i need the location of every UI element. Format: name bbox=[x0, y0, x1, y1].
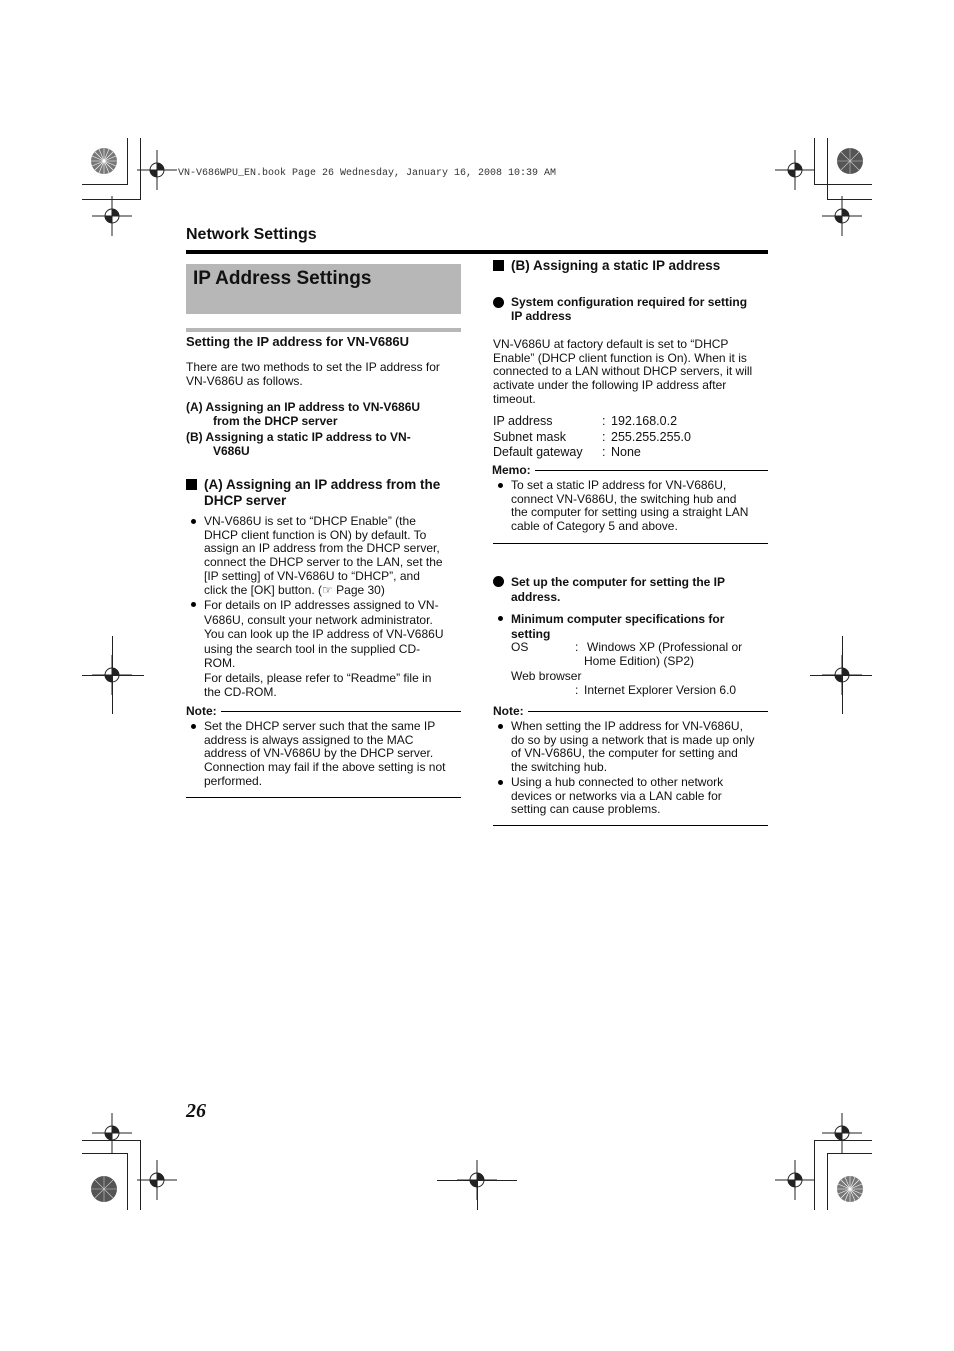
page-number: 26 bbox=[186, 1100, 206, 1122]
memo-label: Memo: bbox=[492, 463, 535, 477]
memo-static-ip: To set a static IP address for VN-V686U, connect VN-V686U, the switching hub and the computer for setting using a straight LAN cable of Category 5 and above. bbox=[511, 478, 749, 534]
crop-line bbox=[810, 675, 872, 676]
default-gateway-value: None bbox=[611, 445, 641, 459]
note-hub-warning: Using a hub connected to other network devices or networks via a LAN cable for setting can cause problems. bbox=[511, 775, 724, 817]
min-spec-heading: Minimum computer specifications for setting bbox=[511, 612, 725, 641]
default-gateway-key: Default gateway bbox=[493, 445, 583, 459]
bullet-icon bbox=[191, 519, 196, 524]
heading-a: (A) Assigning an IP address from the DHCP server bbox=[186, 477, 466, 509]
crosshair-icon bbox=[822, 196, 862, 236]
note-end-rule bbox=[186, 797, 461, 798]
bullet-icon bbox=[498, 780, 503, 785]
bullet-icon bbox=[498, 483, 503, 488]
crosshair-icon bbox=[137, 1160, 177, 1200]
circle-bullet-icon bbox=[493, 297, 504, 308]
crop-line bbox=[437, 1180, 517, 1181]
note-label: Note: bbox=[186, 704, 221, 718]
method-a: (A) Assigning an IP address to VN-V686U from the DHCP server bbox=[186, 400, 421, 428]
note-rule bbox=[186, 711, 461, 712]
heading-b: (B) Assigning a static IP address bbox=[493, 258, 773, 274]
os-value: Windows XP (Professional or Home Edition) (SP2) bbox=[584, 640, 743, 668]
separator: : bbox=[602, 445, 606, 459]
browser-key: Web browser bbox=[511, 669, 582, 683]
file-header: VN-V686WPU_EN.book Page 26 Wednesday, January 16, 2008 10:39 AM bbox=[178, 168, 557, 179]
note-rule bbox=[493, 711, 768, 712]
page-title: IP Address Settings bbox=[193, 268, 372, 289]
registration-star-icon bbox=[836, 1175, 864, 1203]
browser-value: Internet Explorer Version 6.0 bbox=[584, 683, 737, 697]
note-dhcp-mac: Set the DHCP server such that the same IP address is always assigned to the MAC address of VN-V686U by the DHCP server. Connection may fail if the above setting is not performed. bbox=[204, 719, 446, 788]
crop-line bbox=[82, 675, 144, 676]
crosshair-icon bbox=[92, 1113, 132, 1153]
factory-default-text: VN-V686U at factory default is set to “DHCP Enable” (DHCP client function is On). When it is connected to a LAN without DHCP servers, it will activate under the following IP address after timeout. bbox=[493, 337, 753, 406]
sys-config-heading: System configuration required for setting IP address bbox=[511, 295, 748, 323]
note-end-rule bbox=[493, 825, 768, 826]
subnet-mask-key: Subnet mask bbox=[493, 430, 566, 444]
separator: : bbox=[575, 683, 579, 697]
separator: : bbox=[575, 640, 579, 654]
separator: : bbox=[602, 414, 606, 428]
bullet-dhcp-default: VN-V686U is set to “DHCP Enable” (the DHCP client function is ON) by default. To assign an IP address from the DHCP server, connect the DHCP server to the LAN, set the [IP setting] of VN-V686U to “DHCP”, and click the [OK] button. (☞ Page 30) bbox=[204, 514, 443, 597]
setup-heading: Set up the computer for setting the IP address. bbox=[511, 575, 726, 604]
section-title: Network Settings bbox=[186, 226, 317, 243]
memo-end-rule bbox=[493, 543, 768, 544]
subheading: Setting the IP address for VN-V686U bbox=[186, 334, 409, 349]
crosshair-icon bbox=[822, 1113, 862, 1153]
crosshair-icon bbox=[137, 150, 177, 190]
square-bullet-icon bbox=[493, 260, 504, 271]
ip-address-value: 192.168.0.2 bbox=[611, 414, 678, 428]
subheading-rule bbox=[186, 328, 461, 332]
crosshair-icon bbox=[92, 196, 132, 236]
bullet-ip-details: For details on IP addresses assigned to VN- V686U, consult your network administrator. You can look up the IP address of VN-V686U using the search tool in the supplied CD- ROM. For details, please refer to “Readme” file in the CD-ROM. bbox=[204, 598, 444, 699]
registration-star-icon bbox=[90, 1175, 118, 1203]
intro-text: There are two methods to set the IP address for VN-V686U as follows. bbox=[186, 360, 440, 388]
crosshair-icon bbox=[775, 150, 815, 190]
section-rule bbox=[186, 250, 768, 254]
crop-line bbox=[477, 1180, 478, 1210]
subnet-mask-value: 255.255.255.0 bbox=[611, 430, 691, 444]
ip-address-key: IP address bbox=[493, 414, 553, 428]
os-key: OS bbox=[511, 640, 529, 654]
method-b: (B) Assigning a static IP address to VN- V686U bbox=[186, 430, 411, 458]
crosshair-icon bbox=[775, 1160, 815, 1200]
bullet-icon bbox=[191, 602, 196, 607]
note-label: Note: bbox=[493, 704, 528, 718]
separator: : bbox=[602, 430, 606, 444]
square-bullet-icon bbox=[186, 479, 197, 490]
page-title-box bbox=[186, 264, 461, 314]
note-network-setup: When setting the IP address for VN-V686U, do so by using a network that is made up only of VN-V686U, the computer for setting and the switching hub. bbox=[511, 719, 755, 775]
registration-star-icon bbox=[90, 147, 118, 175]
bullet-icon bbox=[191, 724, 196, 729]
registration-star-icon bbox=[836, 147, 864, 175]
bullet-icon bbox=[498, 724, 503, 729]
bullet-icon bbox=[498, 616, 503, 621]
circle-bullet-icon bbox=[493, 576, 504, 587]
